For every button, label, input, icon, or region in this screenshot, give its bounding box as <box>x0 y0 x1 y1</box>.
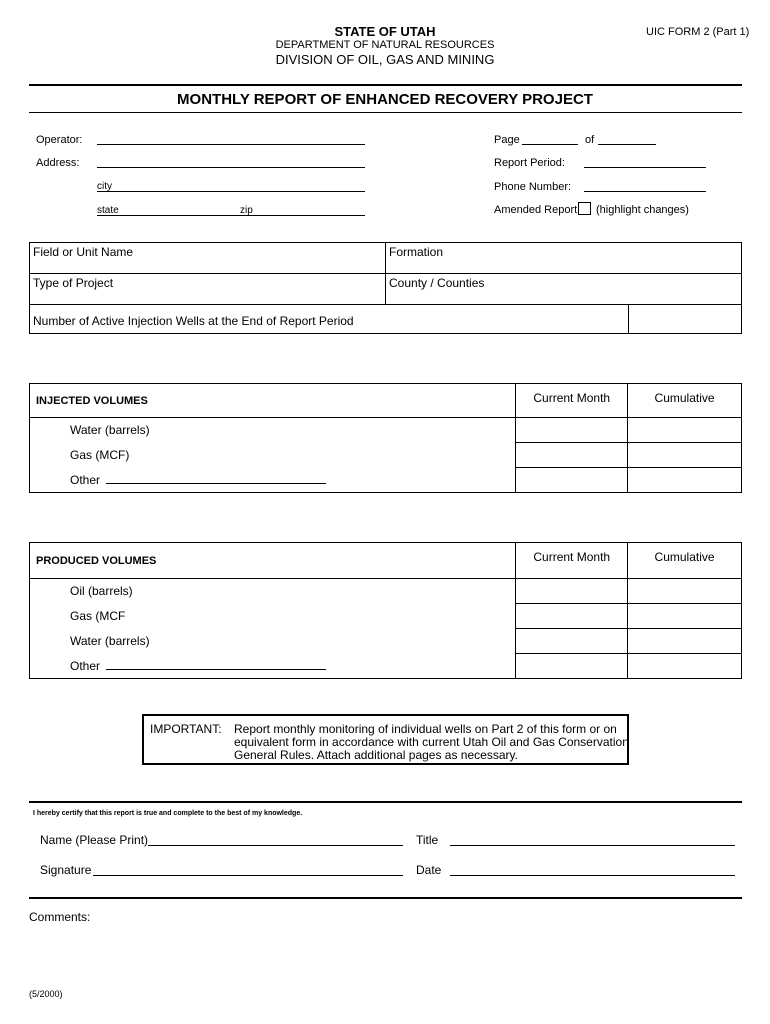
operator-field[interactable] <box>97 144 365 145</box>
injected-other-field[interactable] <box>106 473 326 484</box>
injected-gas-label: Gas (MCF) <box>30 443 516 468</box>
type-of-project-label: Type of Project <box>33 276 114 290</box>
phone-number-label: Phone Number: <box>494 181 572 193</box>
report-period-field[interactable] <box>584 167 706 168</box>
page-title: MONTHLY REPORT OF ENHANCED RECOVERY PROJECT <box>177 91 593 108</box>
page-number-field[interactable] <box>522 144 578 145</box>
produced-current-month-header <box>516 543 628 579</box>
active-wells-label: Number of Active Injection Wells at the End of Report Period <box>33 314 354 328</box>
type-of-project-input[interactable] <box>30 289 384 303</box>
produced-oil-cumulative[interactable] <box>628 579 742 604</box>
table-row <box>30 443 742 468</box>
important-text-line-2: equivalent form in accordance with current Utah Oil and Gas Conservation <box>234 735 629 749</box>
state-zip-field[interactable] <box>97 215 365 216</box>
county-label: County / Counties <box>389 276 485 290</box>
injected-heading-cell <box>30 384 516 418</box>
highlight-changes-label: (highlight changes) <box>596 204 689 216</box>
county-input[interactable] <box>386 289 741 303</box>
produced-heading-cell <box>30 543 516 579</box>
comments-field[interactable] <box>29 926 742 981</box>
title-rule-bottom <box>29 112 742 113</box>
revision-date: (5/2000) <box>29 989 63 999</box>
injected-gas-current[interactable] <box>516 443 628 468</box>
injected-water-current[interactable] <box>516 418 628 443</box>
form-id: UIC FORM 2 (Part 1) <box>646 26 750 38</box>
injected-other-current[interactable] <box>516 468 628 493</box>
injected-water-label: Water (barrels) <box>30 418 516 443</box>
injected-current-month-header <box>516 384 628 418</box>
produced-volumes-heading: PRODUCED VOLUMES <box>36 554 157 567</box>
produced-other-current[interactable] <box>516 654 628 679</box>
header-department: DEPARTMENT OF NATURAL RESOURCES <box>275 39 495 51</box>
table-row <box>30 654 742 679</box>
comments-rule <box>29 897 742 899</box>
title-label: Title <box>416 833 439 847</box>
table-row <box>30 629 742 654</box>
of-label: of <box>585 134 595 146</box>
active-wells-input[interactable] <box>629 305 741 333</box>
table-row <box>30 468 742 493</box>
state-label: state <box>97 205 119 216</box>
injected-other-cumulative[interactable] <box>628 468 742 493</box>
formation-input[interactable] <box>386 258 741 272</box>
signature-label: Signature <box>40 863 92 877</box>
injected-water-cumulative[interactable] <box>628 418 742 443</box>
city-field[interactable] <box>97 191 365 192</box>
title-field[interactable] <box>450 845 735 846</box>
date-field[interactable] <box>450 875 735 876</box>
comments-label: Comments: <box>29 910 91 924</box>
produced-water-label: Water (barrels) <box>30 629 516 654</box>
injected-volumes-heading: INJECTED VOLUMES <box>36 394 148 407</box>
name-field[interactable] <box>148 845 403 846</box>
certification-statement: I hereby certify that this report is true and complete to the best of my knowledge. <box>33 810 303 817</box>
important-text-line-3: General Rules. Attach additional pages as necessary. <box>234 748 518 762</box>
produced-other-label: Other <box>70 658 101 673</box>
injected-volumes-table <box>29 383 742 493</box>
signature-field[interactable] <box>93 875 403 876</box>
certification-rule <box>29 801 742 803</box>
address-field[interactable] <box>97 167 365 168</box>
injected-other-label: Other <box>70 472 101 487</box>
injected-other-cell <box>30 468 516 493</box>
report-period-label: Report Period: <box>494 157 565 169</box>
produced-other-cumulative[interactable] <box>628 654 742 679</box>
header-division: DIVISION OF OIL, GAS AND MINING <box>275 52 495 67</box>
table-row <box>30 604 742 629</box>
injected-gas-cumulative[interactable] <box>628 443 742 468</box>
address-label: Address: <box>36 157 80 169</box>
zip-label: zip <box>240 205 253 216</box>
date-label: Date <box>416 863 442 877</box>
produced-other-field[interactable] <box>106 659 326 670</box>
field-or-unit-name-label: Field or Unit Name <box>33 245 134 259</box>
produced-oil-label: Oil (barrels) <box>30 579 516 604</box>
produced-oil-current[interactable] <box>516 579 628 604</box>
name-label: Name (Please Print) <box>40 833 149 847</box>
produced-gas-label: Gas (MCF <box>30 604 516 629</box>
table-row <box>30 418 742 443</box>
amended-report-checkbox[interactable] <box>578 202 591 215</box>
important-label: IMPORTANT: <box>150 722 222 736</box>
produced-other-cell <box>30 654 516 679</box>
produced-gas-cumulative[interactable] <box>628 604 742 629</box>
produced-volumes-table <box>29 542 742 679</box>
injected-cumulative-label: Cumulative <box>654 391 715 405</box>
table-row <box>30 579 742 604</box>
page-total-field[interactable] <box>598 144 656 145</box>
city-label: city <box>97 181 112 192</box>
phone-number-field[interactable] <box>584 191 706 192</box>
produced-gas-current[interactable] <box>516 604 628 629</box>
operator-label: Operator: <box>36 134 83 146</box>
header-state: STATE OF UTAH <box>334 24 436 39</box>
produced-water-current[interactable] <box>516 629 628 654</box>
injected-current-month-label: Current Month <box>533 391 611 405</box>
important-text-line-1: Report monthly monitoring of individual wells on Part 2 of this form or on <box>234 722 617 736</box>
amended-report-label: Amended Report <box>494 204 578 216</box>
produced-cumulative-label: Cumulative <box>654 550 715 564</box>
formation-label: Formation <box>389 245 444 259</box>
produced-current-month-label: Current Month <box>533 550 611 564</box>
injected-cumulative-header <box>628 384 742 418</box>
produced-water-cumulative[interactable] <box>628 629 742 654</box>
title-rule-top <box>29 84 742 86</box>
page-label: Page <box>494 134 520 146</box>
field-or-unit-name-input[interactable] <box>30 258 384 272</box>
produced-cumulative-header <box>628 543 742 579</box>
